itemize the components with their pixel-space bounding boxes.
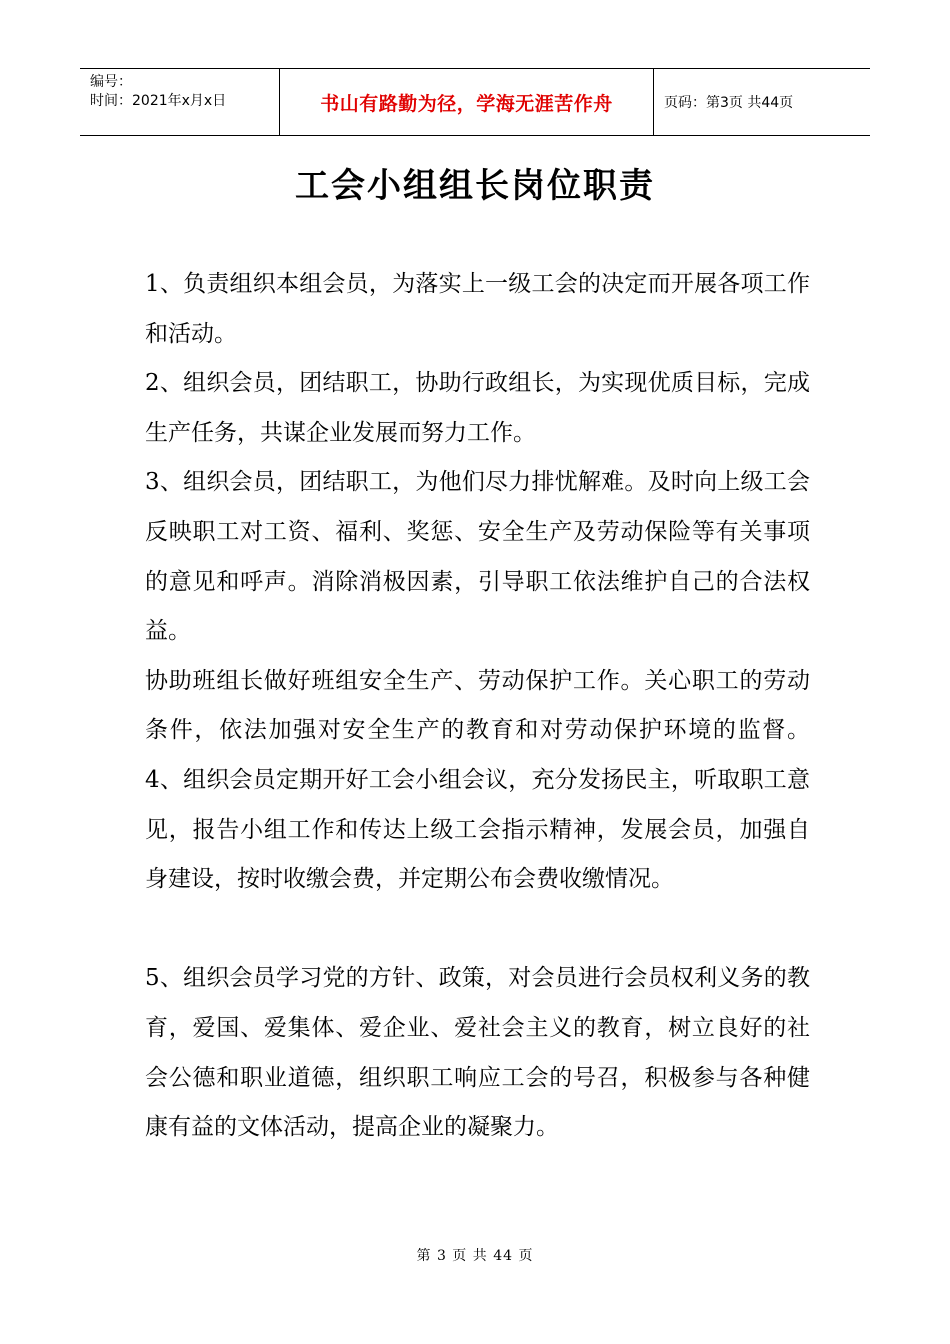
number-label: 编号： — [90, 74, 132, 90]
document-header — [80, 68, 870, 136]
paragraph-5: 5、组织会员学习党的方针、政策，对会员进行会员权利义务的教育，爱国、爱集体、爱企业、爱社会主义的教育，树立良好的社会公德和职业道德，组织职工响应工会的号召，积极参与各种健康有益的文体活动，提高企业的凝聚力。 — [145, 965, 810, 1141]
page-footer: 第 3 页 共 44 页 — [416, 1248, 534, 1264]
header-meta — [80, 69, 280, 135]
page-title: 工会小组组长岗位职责 — [295, 166, 655, 206]
paragraph-1: 1、负责组织本组会员，为落实上一级工会的决定而开展各项工作和活动。 — [145, 271, 810, 347]
paragraph-3: 3、组织会员，团结职工，为他们尽力排忧解难。及时向上级工会反映职工对工资、福利、奖惩、安全生产及劳动保险等有关事项的意见和呼声。消除消极因素，引导职工依法维护自己的合法权益。 — [145, 469, 810, 645]
document-body — [145, 260, 810, 1153]
paragraph-2: 2、组织会员，团结职工，协助行政组长，为实现优质目标，完成生产任务，共谋企业发展而努力工作。 — [145, 370, 810, 446]
header-motto: 书山有路勤为径，学海无涯苦作舟 — [280, 69, 654, 135]
header-page-info: 页码：第3页 共44页 — [664, 95, 794, 111]
paragraph-4: 协助班组长做好班组安全生产、劳动保护工作。关心职工的劳动条件，依法加强对安全生产的教育和对劳动保护环境的监督。 4、组织会员定期开好工会小组会议，充分发扬民主，听取职工意见，报告小组工作和传达上级工会指示精神，发展会员，加强自身建设，按时收缴会费，并定期公布会费收缴情况。 — [145, 667, 810, 893]
date-line: 时间：2021年x月x日 — [90, 93, 227, 109]
